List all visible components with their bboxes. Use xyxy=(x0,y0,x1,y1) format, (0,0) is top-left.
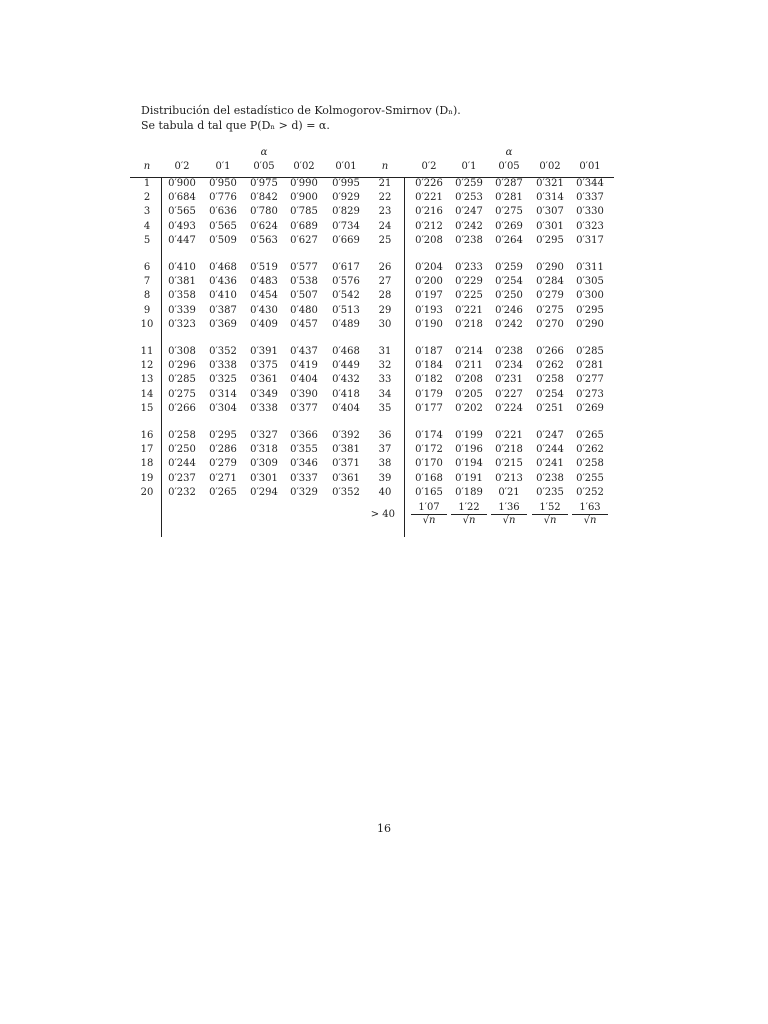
cell-left: 0′493 xyxy=(168,220,196,232)
cell-right: 0′218 xyxy=(495,444,523,456)
cell-left: 0′304 xyxy=(209,402,237,414)
cell-right: 0′277 xyxy=(576,374,604,386)
cell-right: 0′275 xyxy=(495,206,523,218)
cell-left: 0′295 xyxy=(209,430,237,441)
cell-left: 0′265 xyxy=(209,486,237,498)
cell-right: 0′187 xyxy=(415,346,443,357)
cell-left: 0′369 xyxy=(209,318,237,330)
header-n-right: n xyxy=(381,161,389,172)
cell-right: 0′262 xyxy=(576,444,604,456)
row-n-left: 13 xyxy=(140,374,154,386)
cell-right: 0′305 xyxy=(576,276,604,288)
cell-left: 0′565 xyxy=(168,206,196,218)
alpha-label-right: α xyxy=(505,147,513,158)
cell-right: 0′264 xyxy=(495,234,523,246)
fraction-numerator: 1′22 xyxy=(451,502,487,515)
cell-right: 0′170 xyxy=(415,458,443,470)
cell-left: 0′232 xyxy=(168,486,196,498)
cell-right: 0′287 xyxy=(495,178,523,189)
cell-left: 0′432 xyxy=(332,374,360,386)
cell-right: 0′323 xyxy=(576,220,604,232)
row-n-left: 9 xyxy=(143,304,151,316)
cell-left: 0′309 xyxy=(250,458,278,470)
cell-right: 0′189 xyxy=(455,486,483,498)
fraction-denominator: √n xyxy=(462,515,476,526)
cell-left: 0′244 xyxy=(168,458,196,470)
cell-right: 0′250 xyxy=(495,290,523,302)
cell-right: 0′259 xyxy=(455,178,483,189)
asymptotic-fraction xyxy=(447,502,491,527)
cell-right: 0′290 xyxy=(536,262,564,273)
row-n-right: 27 xyxy=(378,276,392,288)
cell-left: 0′387 xyxy=(209,304,237,316)
cell-right: 0′177 xyxy=(415,402,443,414)
cell-right: 0′221 xyxy=(495,430,523,441)
cell-left: 0′338 xyxy=(250,402,278,414)
cell-left: 0′975 xyxy=(250,178,278,189)
cell-right: 0′279 xyxy=(536,290,564,302)
cell-left: 0′437 xyxy=(290,346,318,357)
cell-left: 0′542 xyxy=(332,290,360,302)
page-number: 16 xyxy=(377,822,391,835)
cell-left: 0′329 xyxy=(290,486,318,498)
cell-right: 0′168 xyxy=(415,472,443,484)
cell-right: 0′247 xyxy=(455,206,483,218)
header-alpha-right-4: 0′01 xyxy=(579,161,601,172)
cell-right: 0′200 xyxy=(415,276,443,288)
cell-right: 0′196 xyxy=(455,444,483,456)
header-alpha-right-2: 0′05 xyxy=(498,161,520,172)
cell-right: 0′252 xyxy=(576,486,604,498)
row-n-right: 28 xyxy=(378,290,392,302)
cell-right: 0′224 xyxy=(495,402,523,414)
header-alpha-left-1: 0′1 xyxy=(215,161,231,172)
cell-right: 0′227 xyxy=(495,388,523,400)
cell-left: 0′346 xyxy=(290,458,318,470)
cell-left: 0′391 xyxy=(250,346,278,357)
cell-left: 0′669 xyxy=(332,234,360,246)
cell-right: 0′337 xyxy=(576,192,604,204)
cell-left: 0′457 xyxy=(290,318,318,330)
cell-left: 0′285 xyxy=(168,374,196,386)
cell-left: 0′519 xyxy=(250,262,278,273)
cell-right: 0′259 xyxy=(495,262,523,273)
cell-right: 0′182 xyxy=(415,374,443,386)
cell-right: 0′344 xyxy=(576,178,604,189)
row-n-right: 40 xyxy=(378,486,392,498)
cell-right: 0′241 xyxy=(536,458,564,470)
cell-left: 0′366 xyxy=(290,430,318,441)
cell-left: 0′352 xyxy=(209,346,237,357)
cell-left: 0′483 xyxy=(250,276,278,288)
cell-right: 0′242 xyxy=(455,220,483,232)
cell-left: 0′430 xyxy=(250,304,278,316)
cell-right: 0′285 xyxy=(576,346,604,357)
cell-left: 0′636 xyxy=(209,206,237,218)
cell-left: 0′352 xyxy=(332,486,360,498)
cell-right: 0′238 xyxy=(495,346,523,357)
cell-left: 0′338 xyxy=(209,360,237,372)
cell-left: 0′509 xyxy=(209,234,237,246)
cell-left: 0′392 xyxy=(332,430,360,441)
fraction-numerator: 1′07 xyxy=(411,502,447,515)
cell-right: 0′229 xyxy=(455,276,483,288)
cell-right: 0′317 xyxy=(576,234,604,246)
cell-left: 0′325 xyxy=(209,374,237,386)
cell-left: 0′371 xyxy=(332,458,360,470)
cell-left: 0′377 xyxy=(290,402,318,414)
cell-right: 0′269 xyxy=(576,402,604,414)
cell-left: 0′468 xyxy=(332,346,360,357)
cell-right: 0′281 xyxy=(495,192,523,204)
cell-right: 0′235 xyxy=(536,486,564,498)
cell-left: 0′447 xyxy=(168,234,196,246)
cell-right: 0′244 xyxy=(536,444,564,456)
cell-right: 0′193 xyxy=(415,304,443,316)
row-n-left: 2 xyxy=(143,192,151,204)
cell-left: 0′480 xyxy=(290,304,318,316)
cell-left: 0′361 xyxy=(332,472,360,484)
cell-left: 0′842 xyxy=(250,192,278,204)
cell-right: 0′225 xyxy=(455,290,483,302)
cell-left: 0′900 xyxy=(290,192,318,204)
cell-right: 0′311 xyxy=(576,262,604,273)
caption-line-2: Se tabula d tal que P(Dₙ > d) = α. xyxy=(141,119,330,132)
cell-left: 0′358 xyxy=(168,290,196,302)
cell-right: 0′190 xyxy=(415,318,443,330)
header-alpha-left-4: 0′01 xyxy=(335,161,357,172)
row-n-right: 31 xyxy=(378,346,392,357)
cell-left: 0′576 xyxy=(332,276,360,288)
row-n-left: 4 xyxy=(143,220,151,232)
cell-left: 0′689 xyxy=(290,220,318,232)
cell-left: 0′301 xyxy=(250,472,278,484)
row-n-right: 30 xyxy=(378,318,392,330)
row-n-right: 23 xyxy=(378,206,392,218)
row-n-right: 26 xyxy=(378,262,392,273)
fraction-numerator: 1′52 xyxy=(532,502,568,515)
fraction-denominator: √n xyxy=(543,515,557,526)
row-n-right: 38 xyxy=(378,458,392,470)
cell-right: 0′21 xyxy=(498,486,520,498)
cell-left: 0′279 xyxy=(209,458,237,470)
cell-right: 0′246 xyxy=(495,304,523,316)
cell-right: 0′165 xyxy=(415,486,443,498)
cell-right: 0′281 xyxy=(576,360,604,372)
cell-left: 0′449 xyxy=(332,360,360,372)
cell-left: 0′684 xyxy=(168,192,196,204)
row-n-left: 14 xyxy=(140,388,154,400)
fraction-denominator: √n xyxy=(422,515,436,526)
header-alpha-right-3: 0′02 xyxy=(539,161,561,172)
row-n-left: 1 xyxy=(143,178,151,189)
cell-left: 0′390 xyxy=(290,388,318,400)
cell-right: 0′295 xyxy=(576,304,604,316)
cell-left: 0′468 xyxy=(209,262,237,273)
cell-right: 0′254 xyxy=(495,276,523,288)
cell-right: 0′275 xyxy=(536,304,564,316)
cell-left: 0′776 xyxy=(209,192,237,204)
row-n-right: 25 xyxy=(378,234,392,246)
cell-left: 0′337 xyxy=(290,472,318,484)
cell-left: 0′237 xyxy=(168,472,196,484)
cell-right: 0′218 xyxy=(455,318,483,330)
row-n-left: 6 xyxy=(143,262,151,273)
cell-left: 0′436 xyxy=(209,276,237,288)
row-n-right: 22 xyxy=(378,192,392,204)
cell-left: 0′409 xyxy=(250,318,278,330)
asymptotic-fraction xyxy=(568,502,612,527)
row-n-right: 33 xyxy=(378,374,392,386)
cell-left: 0′627 xyxy=(290,234,318,246)
cell-right: 0′253 xyxy=(455,192,483,204)
header-alpha-right-0: 0′2 xyxy=(421,161,437,172)
cell-right: 0′234 xyxy=(495,360,523,372)
cell-right: 0′314 xyxy=(536,192,564,204)
cell-right: 0′211 xyxy=(455,360,483,372)
row-n-asymptotic: > 40 xyxy=(370,509,395,520)
cell-right: 0′300 xyxy=(576,290,604,302)
row-n-left: 20 xyxy=(140,486,154,498)
cell-right: 0′284 xyxy=(536,276,564,288)
cell-right: 0′255 xyxy=(576,472,604,484)
row-n-right: 32 xyxy=(378,360,392,372)
row-n-left: 12 xyxy=(140,360,154,372)
cell-right: 0′307 xyxy=(536,206,564,218)
row-n-right: 34 xyxy=(378,388,392,400)
cell-right: 0′301 xyxy=(536,220,564,232)
header-alpha-right-1: 0′1 xyxy=(461,161,477,172)
cell-left: 0′995 xyxy=(332,178,360,189)
cell-left: 0′734 xyxy=(332,220,360,232)
cell-left: 0′624 xyxy=(250,220,278,232)
cell-left: 0′296 xyxy=(168,360,196,372)
cell-left: 0′563 xyxy=(250,234,278,246)
cell-left: 0′314 xyxy=(209,388,237,400)
cell-right: 0′221 xyxy=(415,192,443,204)
cell-right: 0′184 xyxy=(415,360,443,372)
cell-right: 0′269 xyxy=(495,220,523,232)
ks-distribution-table xyxy=(130,144,614,536)
asymptotic-fraction xyxy=(528,502,572,527)
cell-right: 0′231 xyxy=(495,374,523,386)
cell-right: 0′330 xyxy=(576,206,604,218)
row-n-left: 11 xyxy=(140,346,154,357)
cell-right: 0′215 xyxy=(495,458,523,470)
cell-right: 0′258 xyxy=(536,374,564,386)
header-alpha-left-0: 0′2 xyxy=(174,161,190,172)
row-n-left: 8 xyxy=(143,290,151,302)
row-n-left: 17 xyxy=(140,444,154,456)
cell-right: 0′213 xyxy=(495,472,523,484)
cell-right: 0′238 xyxy=(455,234,483,246)
asymptotic-fraction xyxy=(407,502,451,527)
cell-left: 0′339 xyxy=(168,304,196,316)
cell-left: 0′361 xyxy=(250,374,278,386)
fraction-denominator: √n xyxy=(502,515,516,526)
cell-left: 0′829 xyxy=(332,206,360,218)
cell-right: 0′197 xyxy=(415,290,443,302)
cell-right: 0′238 xyxy=(536,472,564,484)
cell-left: 0′275 xyxy=(168,388,196,400)
row-n-left: 18 xyxy=(140,458,154,470)
row-n-left: 3 xyxy=(143,206,151,218)
cell-right: 0′265 xyxy=(576,430,604,441)
cell-right: 0′208 xyxy=(415,234,443,246)
cell-right: 0′290 xyxy=(576,318,604,330)
cell-right: 0′204 xyxy=(415,262,443,273)
cell-left: 0′513 xyxy=(332,304,360,316)
cell-right: 0′202 xyxy=(455,402,483,414)
cell-right: 0′266 xyxy=(536,346,564,357)
cell-right: 0′216 xyxy=(415,206,443,218)
cell-right: 0′199 xyxy=(455,430,483,441)
cell-left: 0′381 xyxy=(168,276,196,288)
table-caption xyxy=(141,103,461,133)
cell-right: 0′254 xyxy=(536,388,564,400)
cell-left: 0′323 xyxy=(168,318,196,330)
cell-left: 0′271 xyxy=(209,472,237,484)
cell-left: 0′308 xyxy=(168,346,196,357)
header-alpha-left-2: 0′05 xyxy=(253,161,275,172)
row-n-right: 24 xyxy=(378,220,392,232)
cell-right: 0′321 xyxy=(536,178,564,189)
cell-left: 0′538 xyxy=(290,276,318,288)
cell-left: 0′950 xyxy=(209,178,237,189)
cell-left: 0′900 xyxy=(168,178,196,189)
cell-right: 0′247 xyxy=(536,430,564,441)
cell-left: 0′258 xyxy=(168,430,196,441)
cell-left: 0′375 xyxy=(250,360,278,372)
cell-left: 0′990 xyxy=(290,178,318,189)
row-n-left: 15 xyxy=(140,402,154,414)
cell-left: 0′929 xyxy=(332,192,360,204)
cell-left: 0′349 xyxy=(250,388,278,400)
cell-right: 0′191 xyxy=(455,472,483,484)
row-n-right: 29 xyxy=(378,304,392,316)
asymptotic-fraction xyxy=(487,502,531,527)
row-n-right: 21 xyxy=(378,178,392,189)
cell-right: 0′174 xyxy=(415,430,443,441)
cell-left: 0′489 xyxy=(332,318,360,330)
cell-left: 0′410 xyxy=(209,290,237,302)
row-n-right: 37 xyxy=(378,444,392,456)
cell-left: 0′355 xyxy=(290,444,318,456)
row-n-left: 10 xyxy=(140,318,154,330)
cell-left: 0′780 xyxy=(250,206,278,218)
cell-right: 0′172 xyxy=(415,444,443,456)
cell-left: 0′404 xyxy=(290,374,318,386)
alpha-label-left: α xyxy=(260,147,268,158)
cell-right: 0′233 xyxy=(455,262,483,273)
header-alpha-left-3: 0′02 xyxy=(293,161,315,172)
cell-right: 0′226 xyxy=(415,178,443,189)
cell-right: 0′270 xyxy=(536,318,564,330)
row-n-left: 16 xyxy=(140,430,154,441)
cell-right: 0′221 xyxy=(455,304,483,316)
fraction-numerator: 1′36 xyxy=(491,502,527,515)
cell-left: 0′454 xyxy=(250,290,278,302)
cell-right: 0′258 xyxy=(576,458,604,470)
row-n-right: 35 xyxy=(378,402,392,414)
cell-left: 0′294 xyxy=(250,486,278,498)
row-n-right: 39 xyxy=(378,472,392,484)
header-n-left: n xyxy=(143,161,151,172)
cell-right: 0′295 xyxy=(536,234,564,246)
caption-line-1: Distribución del estadístico de Kolmogorov-Smirnov (Dₙ). xyxy=(141,104,461,117)
cell-right: 0′212 xyxy=(415,220,443,232)
cell-left: 0′577 xyxy=(290,262,318,273)
cell-left: 0′785 xyxy=(290,206,318,218)
cell-left: 0′381 xyxy=(332,444,360,456)
row-n-left: 19 xyxy=(140,472,154,484)
cell-left: 0′266 xyxy=(168,402,196,414)
cell-left: 0′250 xyxy=(168,444,196,456)
cell-left: 0′404 xyxy=(332,402,360,414)
row-n-right: 36 xyxy=(378,430,392,441)
cell-left: 0′419 xyxy=(290,360,318,372)
cell-right: 0′194 xyxy=(455,458,483,470)
cell-right: 0′273 xyxy=(576,388,604,400)
cell-right: 0′205 xyxy=(455,388,483,400)
cell-right: 0′242 xyxy=(495,318,523,330)
cell-right: 0′214 xyxy=(455,346,483,357)
row-n-left: 5 xyxy=(143,234,151,246)
cell-right: 0′179 xyxy=(415,388,443,400)
fraction-denominator: √n xyxy=(583,515,597,526)
fraction-numerator: 1′63 xyxy=(572,502,608,515)
cell-right: 0′262 xyxy=(536,360,564,372)
cell-left: 0′318 xyxy=(250,444,278,456)
cell-left: 0′410 xyxy=(168,262,196,273)
cell-right: 0′251 xyxy=(536,402,564,414)
row-n-left: 7 xyxy=(143,276,151,288)
cell-left: 0′507 xyxy=(290,290,318,302)
cell-left: 0′327 xyxy=(250,430,278,441)
cell-left: 0′617 xyxy=(332,262,360,273)
cell-left: 0′565 xyxy=(209,220,237,232)
cell-left: 0′286 xyxy=(209,444,237,456)
cell-right: 0′208 xyxy=(455,374,483,386)
cell-left: 0′418 xyxy=(332,388,360,400)
